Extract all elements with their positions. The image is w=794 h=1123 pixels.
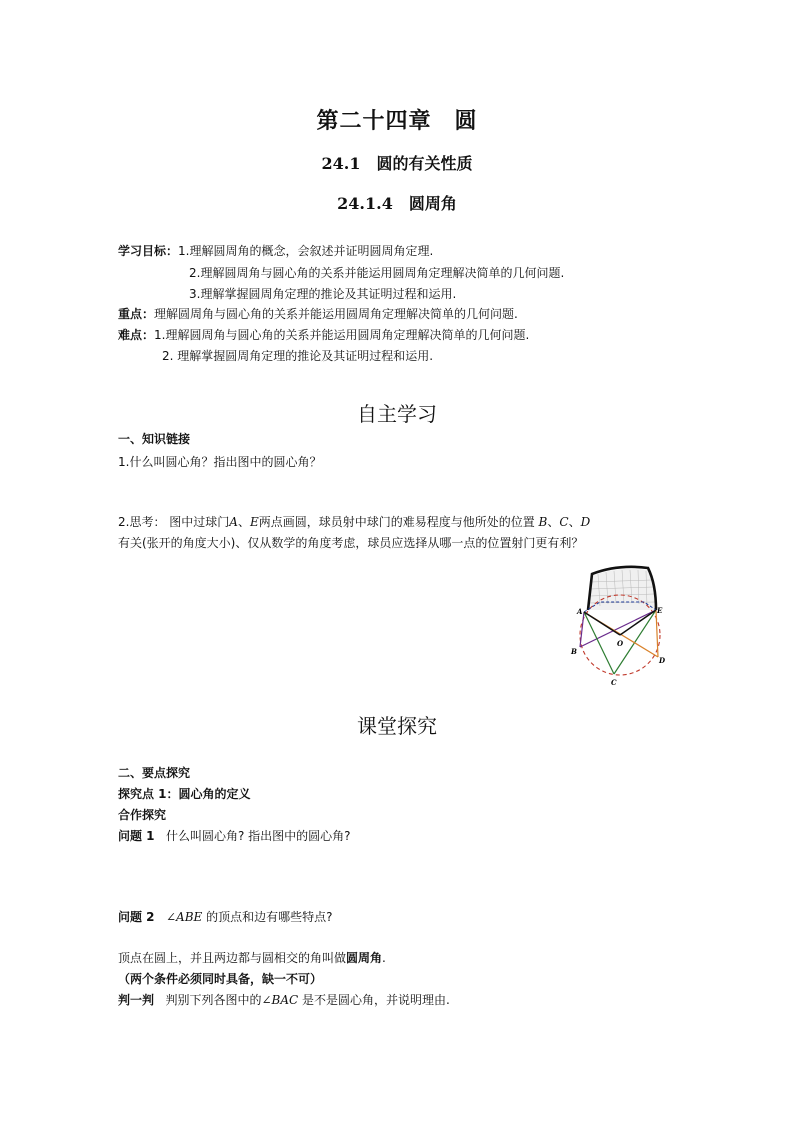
- problem-1: 问题 1 什么叫圆心角? 指出图中的圆心角?: [118, 829, 351, 843]
- objective-item: 2.理解圆周角与圆心角的关系并能运用圆周角定理解决简单的几何问题.: [189, 266, 565, 280]
- key-points-heading: 二、要点探究: [118, 766, 191, 780]
- self-study-title: 自主学习: [357, 402, 437, 426]
- key-points-label: 重点：: [118, 307, 155, 321]
- label-b: B: [571, 647, 577, 656]
- question-2-line-1: 2.思考： 图中过球门A、E两点画圆，球员射中球门的难易程度与他所处的位置 B、C、D: [118, 515, 591, 529]
- cooperation-heading: 合作探究: [118, 808, 167, 822]
- key-points-row: [118, 307, 518, 321]
- objectives-row-1: [118, 244, 433, 258]
- label-a: A: [577, 607, 583, 616]
- key-points-text: 理解圆周角与圆心角的关系并能运用圆周角定理解决简单的几何问题.: [154, 307, 518, 321]
- problem-2: 问题 2 ∠ABE 的顶点和边有哪些特点?: [118, 910, 333, 924]
- exploration-point-1: 探究点 1：圆心角的定义: [118, 787, 251, 801]
- chapter-title: 第二十四章 圆: [316, 108, 478, 134]
- section-title: 24.1 圆的有关性质: [321, 154, 473, 173]
- judge-task: 判一判 判别下列各图中的∠BAC 是不是圆心角，并说明理由.: [118, 993, 450, 1007]
- objective-item: 3.理解掌握圆周角定理的推论及其证明过程和运用.: [189, 287, 457, 301]
- difficulties-row-1: [118, 328, 529, 342]
- knowledge-link-heading: 一、知识链接: [118, 432, 191, 446]
- definition: 顶点在圆上，并且两边都与圆相交的角叫做圆周角.: [118, 951, 386, 965]
- question-2-line-2: 有关(张开的角度大小)、仅从数学的角度考虑，球员应选择从哪一点的位置射门更有利？: [118, 536, 584, 550]
- label-e: E: [657, 606, 663, 615]
- label-o: O: [617, 639, 624, 648]
- objective-item: 1.理解圆周角的概念，会叙述并证明圆周角定理.: [178, 244, 434, 258]
- definition-note: （两个条件必须同时具备，缺一不可）: [118, 972, 323, 986]
- difficulties-label: 难点：: [118, 328, 155, 342]
- goal-circle-figure: [568, 562, 670, 690]
- objectives-label: 学习目标：: [118, 244, 179, 258]
- label-c: C: [611, 678, 617, 687]
- question-1: 1.什么叫圆心角？指出图中的圆心角？: [118, 455, 322, 469]
- label-d: D: [659, 656, 666, 665]
- subsection-title: 24.1.4 圆周角: [337, 194, 457, 213]
- difficulty-item: 1.理解圆周角与圆心角的关系并能运用圆周角定理解决简单的几何问题.: [154, 328, 530, 342]
- difficulty-item: 2. 理解掌握圆周角定理的推论及其证明过程和运用.: [162, 349, 434, 363]
- classroom-title: 课堂探究: [357, 714, 437, 738]
